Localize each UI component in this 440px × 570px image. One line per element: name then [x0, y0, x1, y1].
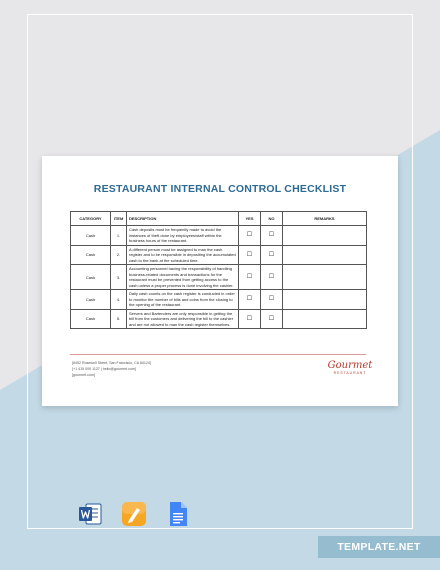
footer-phone-email: [+1 415 000 1127 | hello@gourmet.com] — [72, 367, 136, 371]
checklist-table — [70, 211, 367, 329]
footer-website: [gourmet.com] — [72, 373, 95, 377]
logo-name: Gourmet — [327, 360, 373, 371]
yes-checkbox[interactable]: ☐ — [239, 226, 261, 246]
app-format-icons — [77, 501, 191, 527]
row-category: Cash — [71, 226, 111, 246]
remarks-cell[interactable] — [283, 265, 367, 290]
no-checkbox[interactable]: ☐ — [261, 290, 283, 310]
no-checkbox[interactable]: ☐ — [261, 265, 283, 290]
pages-icon[interactable] — [121, 501, 147, 527]
template-net-badge[interactable]: TEMPLATE.NET — [318, 536, 440, 558]
remarks-cell[interactable] — [283, 290, 367, 310]
column-header-yes: YES — [239, 212, 261, 226]
remarks-cell[interactable] — [283, 309, 367, 329]
column-header-no: NO — [261, 212, 283, 226]
footer-divider — [70, 354, 366, 355]
table-row — [71, 245, 367, 265]
row-description: Daily cash counts on the cash register is conducted in order to monitor the number of bills and coins from the closing to the opening of the restaurant. — [127, 290, 239, 310]
row-item: 1. — [111, 226, 127, 246]
table-row — [71, 290, 367, 310]
column-header-category: CATEGORY — [71, 212, 111, 226]
yes-checkbox[interactable]: ☐ — [239, 309, 261, 329]
table-row — [71, 265, 367, 290]
column-header-remarks: REMARKS — [283, 212, 367, 226]
row-category: Cash — [71, 265, 111, 290]
row-category: Cash — [71, 245, 111, 265]
document-preview — [42, 156, 398, 406]
footer-address: [6452 Rosewell Street, San Francisco, CA 84124] — [72, 361, 151, 365]
column-header-description: DESCRIPTION — [127, 212, 239, 226]
row-item: 3. — [111, 265, 127, 290]
row-description: A different person must be assigned to man the cash register and to be responsible in depositing the accumulated cash to the bank at the scheduled time. — [127, 245, 239, 265]
row-category: Cash — [71, 290, 111, 310]
no-checkbox[interactable]: ☐ — [261, 226, 283, 246]
document-title: RESTAURANT INTERNAL CONTROL CHECKLIST — [93, 183, 347, 195]
table-row — [71, 226, 367, 246]
row-item: 4. — [111, 290, 127, 310]
google-docs-icon[interactable] — [165, 501, 191, 527]
row-item: 5. — [111, 309, 127, 329]
yes-checkbox[interactable]: ☐ — [239, 265, 261, 290]
row-item: 2. — [111, 245, 127, 265]
remarks-cell[interactable] — [283, 226, 367, 246]
no-checkbox[interactable]: ☐ — [261, 245, 283, 265]
row-category: Cash — [71, 309, 111, 329]
row-description: Servers and Bartenders are only responsible in getting the bill from the customers and delivering the bill to the cashier and are not allowed to man the cash register themselves. — [127, 309, 239, 329]
gourmet-logo — [320, 360, 380, 375]
row-description: Accounting personnel having the responsibility of handling business-related documents and transactions for the restaurant must be prevented from getting access to the cash unless a proper process is done involving the cashier. — [127, 265, 239, 290]
table-row — [71, 309, 367, 329]
logo-tagline: RESTAURANT — [333, 371, 367, 375]
remarks-cell[interactable] — [283, 245, 367, 265]
yes-checkbox[interactable]: ☐ — [239, 245, 261, 265]
yes-checkbox[interactable]: ☐ — [239, 290, 261, 310]
word-icon[interactable] — [77, 501, 103, 527]
footer-address-block — [72, 360, 151, 378]
no-checkbox[interactable]: ☐ — [261, 309, 283, 329]
row-description: Cash deposits must be frequently made to avoid the instances of theft done by employees/staff within the business hours of the restaurant. — [127, 226, 239, 246]
table-header-row — [71, 212, 367, 226]
column-header-item: ITEM — [111, 212, 127, 226]
